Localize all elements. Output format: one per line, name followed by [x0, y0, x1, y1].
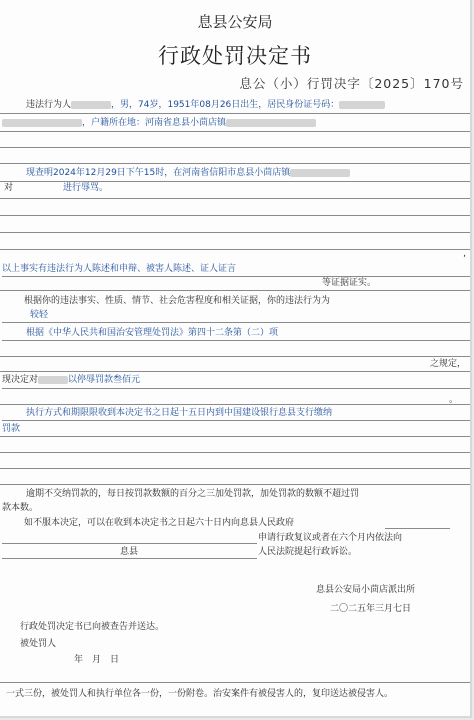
- redacted-id-tail: [2, 119, 82, 127]
- redacted-location: [290, 169, 350, 177]
- footer-note: [6, 688, 464, 701]
- delivery-line-1: 行政处罚决定书已向被查告并送达。: [20, 622, 165, 632]
- appeal-line-1: 如不服本决定，可以在收到本决定书之日起六十日内向息县人民政府: [24, 518, 295, 528]
- appeal-line-2: 申请行政复议或者在六个月内依法向: [258, 533, 403, 543]
- basis-line-1: 根据你的违法事实、性质、情节、社会危害程度和相关证据，你的违法行为为: [24, 296, 331, 306]
- execution-line-1: 执行方式和期限限收到本决定书之日起十五日内到中国建设银行息县支行缴纳: [26, 408, 333, 418]
- delivery-line-3: 年 月 日: [74, 655, 120, 665]
- decision-end: 。: [448, 395, 458, 405]
- evidence-suffix: 等证据证实。: [322, 278, 377, 288]
- law-basis-end: 之规定，: [429, 359, 466, 369]
- facts-line-2: [4, 183, 108, 194]
- facts-text-1: 现查明2024年12月29日下午15时，在河南省信阳市息县小茴店镇: [26, 168, 291, 178]
- issuing-unit: 息县公安局小茴店派出所: [316, 585, 416, 595]
- offender-address: ，户籍所在地：河南省息县小茴店镇: [82, 118, 227, 128]
- comma-mark: ,: [463, 249, 466, 259]
- offender-line: [26, 100, 385, 111]
- appeal-line-3: 人民法院提起行政诉讼。: [258, 547, 358, 557]
- issue-date: 二〇二五年三月七日: [330, 604, 412, 614]
- offender-address-line: [2, 118, 316, 129]
- offender-details: ，男，74岁，1951年08月26日出生，居民身份证号码：: [111, 100, 340, 110]
- document-number: 息公（小）行罚决字〔2025〕170号: [239, 76, 464, 91]
- overdue-line-2: 款本数。: [2, 503, 39, 513]
- offender-prefix: 违法行为人: [26, 100, 72, 110]
- decision-line: [2, 375, 140, 386]
- basis-line-2: 较轻: [30, 310, 49, 320]
- document-title: 行政处罚决定书: [158, 44, 312, 68]
- appeal-court: 息县: [120, 547, 139, 557]
- redacted-offender: [38, 376, 68, 384]
- overdue-line-1: 逾期不交纳罚款的，每日按罚款数额的百分之三加处罚款，加处罚款的数额不超过罚: [26, 489, 360, 499]
- redacted-address: [226, 119, 316, 127]
- delivery-line-2: 被处罚人: [20, 639, 57, 649]
- law-basis-line: 根据《中华人民共和国治安管理处罚法》第四十二条第（二）项: [26, 328, 279, 338]
- execution-line-2: 罚款: [2, 424, 21, 434]
- facts-text-2: 进行辱骂。: [63, 183, 109, 193]
- decision-penalty: 以停辱罚款叁佰元: [68, 375, 141, 385]
- agency-name: 息县公安局: [197, 13, 273, 31]
- evidence-line: 以上事实有违法行为人陈述和申辩、被害人陈述、证人证言: [2, 264, 237, 274]
- redacted-name: [71, 101, 111, 109]
- facts-line-1: [26, 168, 350, 179]
- redacted-id: [339, 101, 385, 109]
- decision-prefix: 现决定对: [2, 375, 39, 385]
- facts-text-2-prefix: 对: [4, 183, 14, 193]
- footer-note-text: 一式三份，被处罚人和执行单位各一份，一份附卷。治安案件有被侵害人的，复印送达被侵害人。: [6, 689, 394, 699]
